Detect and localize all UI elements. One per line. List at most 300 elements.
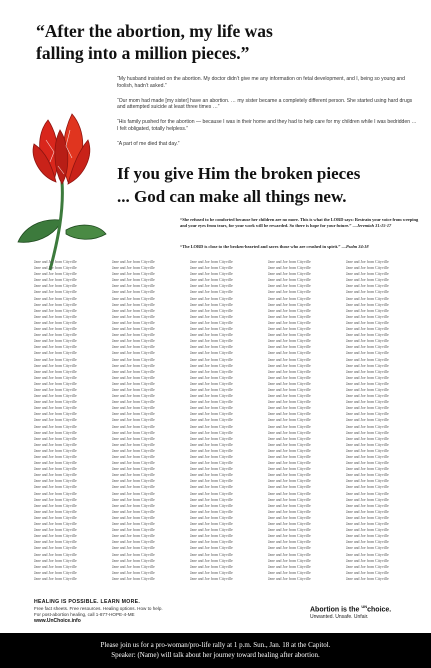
sponsor-name: Jane and Joe from Cityville	[34, 375, 77, 380]
sponsor-name: Jane and Joe from Cityville	[268, 522, 311, 527]
sponsor-name: Jane and Joe from Cityville	[268, 290, 311, 295]
sponsor-name: Jane and Joe from Cityville	[34, 528, 77, 533]
sponsor-name: Jane and Joe from Cityville	[34, 540, 77, 545]
sponsor-name: Jane and Joe from Cityville	[34, 564, 77, 569]
sponsor-name: Jane and Joe from Cityville	[34, 314, 77, 319]
sponsor-name: Jane and Joe from Cityville	[346, 266, 389, 271]
sponsor-name: Jane and Joe from Cityville	[112, 442, 155, 447]
sponsor-name: Jane and Joe from Cityville	[190, 509, 233, 514]
sponsor-name: Jane and Joe from Cityville	[190, 381, 233, 386]
sponsor-name: Jane and Joe from Cityville	[268, 394, 311, 399]
sponsor-name: Jane and Joe from Cityville	[346, 400, 389, 405]
sponsor-name: Jane and Joe from Cityville	[190, 278, 233, 283]
sponsor-name: Jane and Joe from Cityville	[112, 320, 155, 325]
sponsor-name: Jane and Joe from Cityville	[34, 479, 77, 484]
sponsor-name: Jane and Joe from Cityville	[346, 552, 389, 557]
sponsor-name: Jane and Joe from Cityville	[346, 509, 389, 514]
sponsor-name: Jane and Joe from Cityville	[268, 570, 311, 575]
sponsor-name: Jane and Joe from Cityville	[346, 534, 389, 539]
sponsor-name: Jane and Joe from Cityville	[34, 333, 77, 338]
sponsor-name: Jane and Joe from Cityville	[346, 467, 389, 472]
sponsor-name: Jane and Joe from Cityville	[346, 442, 389, 447]
sponsor-name: Jane and Joe from Cityville	[112, 284, 155, 289]
sponsor-name: Jane and Joe from Cityville	[268, 461, 311, 466]
sponsor-name: Jane and Joe from Cityville	[190, 528, 233, 533]
unchoice-tagline	[310, 603, 428, 621]
sponsor-name: Jane and Joe from Cityville	[34, 485, 77, 490]
sponsor-name: Jane and Joe from Cityville	[346, 576, 389, 581]
sponsor-name: Jane and Joe from Cityville	[34, 320, 77, 325]
pieces-line: ... God can make all things new.	[117, 187, 347, 206]
sponsor-name: Jane and Joe from Cityville	[34, 442, 77, 447]
sponsor-name: Jane and Joe from Cityville	[112, 314, 155, 319]
broken-flower-illustration	[10, 100, 120, 275]
sponsor-name: Jane and Joe from Cityville	[190, 442, 233, 447]
sponsor-name: Jane and Joe from Cityville	[34, 436, 77, 441]
sponsor-name: Jane and Joe from Cityville	[190, 503, 233, 508]
sponsor-name: Jane and Joe from Cityville	[112, 467, 155, 472]
sponsor-name: Jane and Joe from Cityville	[34, 260, 77, 264]
sponsor-name: Jane and Joe from Cityville	[268, 260, 311, 264]
testimonial-quote: “His family pushed for the abortion — because I was in their home and they had to help care for my children while I was bedridden … I felt obligated, totally helpless.”	[117, 119, 417, 132]
flower-leaf	[18, 220, 60, 243]
verse-reference: —Jeremiah 31:15-17	[352, 223, 392, 228]
sponsor-name: Jane and Joe from Cityville	[268, 357, 311, 362]
main-headline	[36, 20, 416, 64]
healing-hotline: For post-abortion healing, call 1-877-HOPE-4-ME	[34, 611, 135, 617]
sponsor-name: Jane and Joe from Cityville	[190, 564, 233, 569]
sponsor-name: Jane and Joe from Cityville	[268, 564, 311, 569]
sponsor-name: Jane and Joe from Cityville	[112, 497, 155, 502]
sponsor-name: Jane and Joe from Cityville	[34, 308, 77, 313]
sponsor-name: Jane and Joe from Cityville	[268, 339, 311, 344]
sponsor-name: Jane and Joe from Cityville	[346, 272, 389, 277]
sponsor-name: Jane and Joe from Cityville	[268, 448, 311, 453]
sponsor-name: Jane and Joe from Cityville	[346, 412, 389, 417]
sponsor-name: Jane and Joe from Cityville	[34, 363, 77, 368]
sponsor-name: Jane and Joe from Cityville	[190, 491, 233, 496]
sponsor-name: Jane and Joe from Cityville	[34, 381, 77, 386]
pieces-line: If you give Him the broken pieces	[117, 164, 361, 183]
sponsor-name: Jane and Joe from Cityville	[112, 381, 155, 386]
sponsor-name: Jane and Joe from Cityville	[112, 418, 155, 423]
sponsor-name: Jane and Joe from Cityville	[190, 552, 233, 557]
sponsor-name: Jane and Joe from Cityville	[34, 467, 77, 472]
sponsor-name: Jane and Joe from Cityville	[190, 430, 233, 435]
sponsor-name: Jane and Joe from Cityville	[34, 576, 77, 581]
sponsor-name: Jane and Joe from Cityville	[190, 473, 233, 478]
sponsor-name: Jane and Joe from Cityville	[346, 339, 389, 344]
sponsor-name: Jane and Joe from Cityville	[190, 363, 233, 368]
sponsor-name: Jane and Joe from Cityville	[190, 339, 233, 344]
sponsor-name: Jane and Joe from Cityville	[346, 345, 389, 350]
sponsor-name: Jane and Joe from Cityville	[112, 503, 155, 508]
sponsor-name: Jane and Joe from Cityville	[268, 558, 311, 563]
sponsor-name: Jane and Joe from Cityville	[112, 260, 155, 264]
sponsor-name: Jane and Joe from Cityville	[346, 369, 389, 374]
sponsor-name: Jane and Joe from Cityville	[268, 296, 311, 301]
sponsor-name: Jane and Joe from Cityville	[190, 467, 233, 472]
healing-resources: Free fact sheets. Free resources. Healing options. How to help.	[34, 605, 163, 611]
sponsor-name: Jane and Joe from Cityville	[112, 522, 155, 527]
sponsor-name: Jane and Joe from Cityville	[346, 406, 389, 411]
sponsor-name: Jane and Joe from Cityville	[190, 314, 233, 319]
sponsor-name: Jane and Joe from Cityville	[34, 534, 77, 539]
tagline-sub: Unwanted. Unsafe. Unfair.	[310, 614, 369, 621]
sponsor-name: Jane and Joe from Cityville	[346, 296, 389, 301]
sponsor-name: Jane and Joe from Cityville	[268, 436, 311, 441]
sponsor-name: Jane and Joe from Cityville	[34, 546, 77, 551]
verse-reference: —Psalm 34:18	[341, 244, 369, 249]
sponsor-name: Jane and Joe from Cityville	[346, 278, 389, 283]
sponsor-name: Jane and Joe from Cityville	[190, 522, 233, 527]
sponsor-name: Jane and Joe from Cityville	[268, 351, 311, 356]
sponsor-name: Jane and Joe from Cityville	[112, 357, 155, 362]
sponsor-name: Jane and Joe from Cityville	[112, 308, 155, 313]
sponsor-name: Jane and Joe from Cityville	[34, 272, 77, 277]
sponsor-name: Jane and Joe from Cityville	[268, 467, 311, 472]
sponsor-name: Jane and Joe from Cityville	[190, 320, 233, 325]
sponsor-name: Jane and Joe from Cityville	[112, 509, 155, 514]
sponsor-name: Jane and Joe from Cityville	[346, 284, 389, 289]
sponsor-name: Jane and Joe from Cityville	[34, 448, 77, 453]
sponsor-name: Jane and Joe from Cityville	[34, 327, 77, 332]
sponsor-name: Jane and Joe from Cityville	[190, 485, 233, 490]
sponsor-name: Jane and Joe from Cityville	[112, 290, 155, 295]
sponsor-name: Jane and Joe from Cityville	[268, 473, 311, 478]
healing-title: HEALING IS POSSIBLE. LEARN MORE.	[34, 599, 141, 605]
sponsor-name: Jane and Joe from Cityville	[268, 528, 311, 533]
sponsor-name: Jane and Joe from Cityville	[190, 412, 233, 417]
sponsor-name: Jane and Joe from Cityville	[190, 436, 233, 441]
sponsor-name: Jane and Joe from Cityville	[346, 436, 389, 441]
sponsor-name: Jane and Joe from Cityville	[112, 485, 155, 490]
sponsor-name: Jane and Joe from Cityville	[346, 418, 389, 423]
sponsor-name: Jane and Joe from Cityville	[112, 546, 155, 551]
sponsor-name: Jane and Joe from Cityville	[190, 333, 233, 338]
sponsor-name: Jane and Joe from Cityville	[346, 320, 389, 325]
sponsor-name: Jane and Joe from Cityville	[346, 473, 389, 478]
sponsor-name: Jane and Joe from Cityville	[268, 400, 311, 405]
sponsor-name: Jane and Joe from Cityville	[34, 430, 77, 435]
sponsor-name: Jane and Joe from Cityville	[34, 497, 77, 502]
sponsor-name: Jane and Joe from Cityville	[268, 418, 311, 423]
sponsor-name: Jane and Joe from Cityville	[34, 473, 77, 478]
sponsor-name: Jane and Joe from Cityville	[346, 461, 389, 466]
sponsor-name: Jane and Joe from Cityville	[190, 461, 233, 466]
sponsor-name: Jane and Joe from Cityville	[112, 278, 155, 283]
sponsor-name: Jane and Joe from Cityville	[112, 479, 155, 484]
sponsor-name: Jane and Joe from Cityville	[190, 394, 233, 399]
sponsor-name: Jane and Joe from Cityville	[190, 260, 233, 264]
sponsor-name: Jane and Joe from Cityville	[34, 509, 77, 514]
sponsor-name: Jane and Joe from Cityville	[268, 430, 311, 435]
sponsor-name: Jane and Joe from Cityville	[268, 412, 311, 417]
testimonial-quote: “My husband insisted on the abortion. My doctor didn’t give me any information on fetal development, and I, being so young and foolish, hadn’t asked.”	[117, 76, 405, 89]
sponsor-name: Jane and Joe from Cityville	[190, 351, 233, 356]
sponsor-name: Jane and Joe from Cityville	[34, 302, 77, 307]
sponsor-name: Jane and Joe from Cityville	[112, 430, 155, 435]
sponsor-name: Jane and Joe from Cityville	[112, 387, 155, 392]
headline-line: falling into a million pieces.”	[36, 43, 250, 63]
sponsor-name: Jane and Joe from Cityville	[346, 314, 389, 319]
sponsor-name: Jane and Joe from Cityville	[190, 375, 233, 380]
sponsor-name: Jane and Joe from Cityville	[34, 503, 77, 508]
sponsor-name: Jane and Joe from Cityville	[190, 308, 233, 313]
scripture-verse	[180, 244, 420, 250]
sponsor-name: Jane and Joe from Cityville	[112, 327, 155, 332]
sponsor-name: Jane and Joe from Cityville	[34, 357, 77, 362]
sponsor-name: Jane and Joe from Cityville	[346, 333, 389, 338]
sponsor-name: Jane and Joe from Cityville	[112, 351, 155, 356]
sponsor-name: Jane and Joe from Cityville	[112, 412, 155, 417]
sponsor-name: Jane and Joe from Cityville	[346, 570, 389, 575]
sponsor-name: Jane and Joe from Cityville	[112, 515, 155, 520]
sponsor-name: Jane and Joe from Cityville	[34, 290, 77, 295]
sponsor-name: Jane and Joe from Cityville	[112, 461, 155, 466]
sponsor-name: Jane and Joe from Cityville	[112, 266, 155, 271]
sponsor-name: Jane and Joe from Cityville	[34, 339, 77, 344]
sponsor-name: Jane and Joe from Cityville	[346, 363, 389, 368]
sponsor-name: Jane and Joe from Cityville	[112, 406, 155, 411]
sponsor-names-grid	[34, 259, 429, 587]
rally-banner	[0, 633, 431, 668]
sponsor-name: Jane and Joe from Cityville	[268, 333, 311, 338]
sponsor-name: Jane and Joe from Cityville	[346, 497, 389, 502]
sponsor-name: Jane and Joe from Cityville	[268, 509, 311, 514]
sponsor-name: Jane and Joe from Cityville	[346, 528, 389, 533]
sponsor-name: Jane and Joe from Cityville	[190, 455, 233, 459]
sponsor-name: Jane and Joe from Cityville	[190, 418, 233, 423]
sponsor-name: Jane and Joe from Cityville	[34, 266, 77, 271]
sponsor-name: Jane and Joe from Cityville	[346, 394, 389, 399]
sponsor-name: Jane and Joe from Cityville	[34, 345, 77, 350]
sponsor-name: Jane and Joe from Cityville	[190, 515, 233, 520]
sponsor-name: Jane and Joe from Cityville	[190, 576, 233, 581]
sponsor-name: Jane and Joe from Cityville	[190, 266, 233, 271]
sponsor-name: Jane and Joe from Cityville	[112, 302, 155, 307]
sponsor-name: Jane and Joe from Cityville	[346, 260, 389, 264]
sponsor-name: Jane and Joe from Cityville	[34, 351, 77, 356]
sponsor-name: Jane and Joe from Cityville	[112, 540, 155, 545]
sponsor-name: Jane and Joe from Cityville	[268, 546, 311, 551]
sponsor-name: Jane and Joe from Cityville	[190, 369, 233, 374]
sponsor-name: Jane and Joe from Cityville	[190, 424, 233, 429]
sponsor-name: Jane and Joe from Cityville	[190, 558, 233, 563]
sponsor-name: Jane and Joe from Cityville	[190, 540, 233, 545]
sponsor-name: Jane and Joe from Cityville	[268, 552, 311, 557]
sponsor-name: Jane and Joe from Cityville	[190, 448, 233, 453]
sponsor-name: Jane and Joe from Cityville	[346, 479, 389, 484]
sponsor-name: Jane and Joe from Cityville	[268, 515, 311, 520]
sponsor-name: Jane and Joe from Cityville	[268, 314, 311, 319]
rally-speaker: Speaker: (Name) will talk about her journey toward healing after abortion.	[111, 651, 320, 659]
sponsor-name: Jane and Joe from Cityville	[190, 284, 233, 289]
sponsor-name: Jane and Joe from Cityville	[346, 546, 389, 551]
sponsor-name: Jane and Joe from Cityville	[34, 412, 77, 417]
sponsor-name: Jane and Joe from Cityville	[190, 296, 233, 301]
sponsor-name: Jane and Joe from Cityville	[268, 387, 311, 392]
sponsor-name: Jane and Joe from Cityville	[34, 491, 77, 496]
sponsor-name: Jane and Joe from Cityville	[268, 491, 311, 496]
sponsor-name: Jane and Joe from Cityville	[112, 558, 155, 563]
sponsor-name: Jane and Joe from Cityville	[268, 497, 311, 502]
sponsor-name: Jane and Joe from Cityville	[346, 455, 389, 459]
sponsor-name: Jane and Joe from Cityville	[112, 534, 155, 539]
sponsor-name: Jane and Joe from Cityville	[346, 351, 389, 356]
sponsor-name: Jane and Joe from Cityville	[112, 436, 155, 441]
sponsor-name: Jane and Joe from Cityville	[268, 266, 311, 271]
sponsor-name: Jane and Joe from Cityville	[190, 290, 233, 295]
sponsor-name: Jane and Joe from Cityville	[34, 558, 77, 563]
website-link[interactable]: www.UnChoice.info	[34, 617, 81, 624]
sponsor-name: Jane and Joe from Cityville	[346, 387, 389, 392]
sponsor-name: Jane and Joe from Cityville	[112, 345, 155, 350]
sponsor-name: Jane and Joe from Cityville	[34, 400, 77, 405]
sponsor-name: Jane and Joe from Cityville	[346, 375, 389, 380]
sponsor-name: Jane and Joe from Cityville	[268, 576, 311, 581]
sponsor-name: Jane and Joe from Cityville	[34, 284, 77, 289]
verse-text: “She refused to be comforted because her children are no more. This is what the LORD says: Restrain your voice from weeping and your eyes from tears, for your work will be rewarded. So there is hope for your future.”	[180, 217, 419, 228]
sponsor-name: Jane and Joe from Cityville	[346, 302, 389, 307]
sponsor-name: Jane and Joe from Cityville	[34, 570, 77, 575]
sponsor-name: Jane and Joe from Cityville	[34, 522, 77, 527]
sponsor-name: Jane and Joe from Cityville	[112, 491, 155, 496]
tagline-prefix: Abortion is the	[310, 606, 362, 614]
sponsor-name: Jane and Joe from Cityville	[34, 296, 77, 301]
sponsor-name: Jane and Joe from Cityville	[34, 418, 77, 423]
sponsor-name: Jane and Joe from Cityville	[34, 394, 77, 399]
sponsor-name: Jane and Joe from Cityville	[190, 327, 233, 332]
sponsor-name: Jane and Joe from Cityville	[346, 522, 389, 527]
sponsor-name: Jane and Joe from Cityville	[268, 369, 311, 374]
sponsor-name: Jane and Joe from Cityville	[112, 339, 155, 344]
sponsor-name: Jane and Joe from Cityville	[112, 369, 155, 374]
testimonial-quote: “Our mom had made [my sister] have an abortion. … my sister became a completely different person. She started using hard drugs and attempted suicide at least three times …”	[117, 97, 413, 111]
sponsor-name: Jane and Joe from Cityville	[112, 576, 155, 581]
sponsor-name: Jane and Joe from Cityville	[268, 540, 311, 545]
sponsor-name: Jane and Joe from Cityville	[112, 455, 155, 459]
sponsor-name: Jane and Joe from Cityville	[112, 296, 155, 301]
sponsor-name: Jane and Joe from Cityville	[190, 302, 233, 307]
sponsor-name: Jane and Joe from Cityville	[112, 552, 155, 557]
sponsor-name: Jane and Joe from Cityville	[34, 424, 77, 429]
sponsor-name: Jane and Joe from Cityville	[190, 387, 233, 392]
sponsor-name: Jane and Joe from Cityville	[112, 333, 155, 338]
names-column	[190, 259, 256, 582]
sponsor-name: Jane and Joe from Cityville	[190, 546, 233, 551]
sponsor-name: Jane and Joe from Cityville	[34, 515, 77, 520]
sponsor-name: Jane and Joe from Cityville	[268, 284, 311, 289]
names-column	[34, 259, 100, 582]
sponsor-name: Jane and Joe from Cityville	[268, 327, 311, 332]
headline-line: “After the abortion, my life was	[36, 21, 273, 41]
sponsor-name: Jane and Joe from Cityville	[112, 394, 155, 399]
sponsor-name: Jane and Joe from Cityville	[190, 534, 233, 539]
sponsor-name: Jane and Joe from Cityville	[346, 430, 389, 435]
sponsor-name: Jane and Joe from Cityville	[346, 327, 389, 332]
sponsor-name: Jane and Joe from Cityville	[112, 400, 155, 405]
sponsor-name: Jane and Joe from Cityville	[268, 503, 311, 508]
broken-pieces-headline	[117, 162, 425, 208]
sponsor-name: Jane and Joe from Cityville	[112, 564, 155, 569]
sponsor-name: Jane and Joe from Cityville	[268, 479, 311, 484]
sponsor-name: Jane and Joe from Cityville	[268, 308, 311, 313]
sponsor-name: Jane and Joe from Cityville	[346, 491, 389, 496]
flower-leaf	[66, 225, 106, 239]
sponsor-name: Jane and Joe from Cityville	[346, 564, 389, 569]
sponsor-name: Jane and Joe from Cityville	[268, 424, 311, 429]
sponsor-name: Jane and Joe from Cityville	[112, 473, 155, 478]
sponsor-name: Jane and Joe from Cityville	[112, 424, 155, 429]
sponsor-name: Jane and Joe from Cityville	[112, 528, 155, 533]
sponsor-name: Jane and Joe from Cityville	[268, 345, 311, 350]
tagline-suffix: choice.	[367, 606, 392, 614]
sponsor-name: Jane and Joe from Cityville	[268, 442, 311, 447]
tagline-super: UN	[361, 604, 368, 609]
sponsor-name: Jane and Joe from Cityville	[346, 290, 389, 295]
sponsor-name: Jane and Joe from Cityville	[190, 357, 233, 362]
sponsor-name: Jane and Joe from Cityville	[190, 570, 233, 575]
sponsor-name: Jane and Joe from Cityville	[268, 272, 311, 277]
sponsor-name: Jane and Joe from Cityville	[268, 485, 311, 490]
sponsor-name: Jane and Joe from Cityville	[190, 272, 233, 277]
tagline-main	[310, 603, 428, 614]
sponsor-name: Jane and Joe from Cityville	[346, 558, 389, 563]
scripture-verse	[180, 217, 420, 229]
sponsor-name: Jane and Joe from Cityville	[268, 534, 311, 539]
sponsor-name: Jane and Joe from Cityville	[268, 278, 311, 283]
sponsor-name: Jane and Joe from Cityville	[346, 357, 389, 362]
sponsor-name: Jane and Joe from Cityville	[268, 375, 311, 380]
sponsor-name: Jane and Joe from Cityville	[346, 540, 389, 545]
sponsor-name: Jane and Joe from Cityville	[34, 552, 77, 557]
sponsor-name: Jane and Joe from Cityville	[34, 278, 77, 283]
sponsor-name: Jane and Joe from Cityville	[112, 448, 155, 453]
sponsor-name: Jane and Joe from Cityville	[34, 387, 77, 392]
sponsor-name: Jane and Joe from Cityville	[268, 320, 311, 325]
sponsor-name: Jane and Joe from Cityville	[346, 503, 389, 508]
testimonial-quotes	[117, 76, 417, 156]
sponsor-name: Jane and Joe from Cityville	[112, 272, 155, 277]
sponsor-name: Jane and Joe from Cityville	[34, 406, 77, 411]
sponsor-name: Jane and Joe from Cityville	[112, 363, 155, 368]
sponsor-name: Jane and Joe from Cityville	[190, 406, 233, 411]
sponsor-name: Jane and Joe from Cityville	[268, 381, 311, 386]
sponsor-name: Jane and Joe from Cityville	[346, 381, 389, 386]
sponsor-name: Jane and Joe from Cityville	[190, 400, 233, 405]
names-column	[268, 259, 334, 582]
sponsor-name: Jane and Joe from Cityville	[34, 455, 77, 459]
names-column	[346, 259, 412, 582]
sponsor-name: Jane and Joe from Cityville	[112, 375, 155, 380]
sponsor-name: Jane and Joe from Cityville	[34, 369, 77, 374]
verse-text: “The LORD is close to the broken-hearted and saves those who are crushed in spirit.”	[180, 244, 342, 249]
testimonial-quote: “A part of me died that day.”	[117, 141, 180, 148]
sponsor-name: Jane and Joe from Cityville	[346, 485, 389, 490]
sponsor-name: Jane and Joe from Cityville	[268, 363, 311, 368]
sponsor-name: Jane and Joe from Cityville	[346, 308, 389, 313]
sponsor-name: Jane and Joe from Cityville	[190, 479, 233, 484]
sponsor-name: Jane and Joe from Cityville	[112, 570, 155, 575]
sponsor-name: Jane and Joe from Cityville	[268, 455, 311, 459]
rally-announcement: Please join us for a pro-woman/pro-life rally at 1 p.m. Sun., Jan. 18 at the Capitol.	[100, 641, 331, 649]
sponsor-name: Jane and Joe from Cityville	[346, 424, 389, 429]
sponsor-name: Jane and Joe from Cityville	[268, 302, 311, 307]
sponsor-name: Jane and Joe from Cityville	[190, 497, 233, 502]
sponsor-name: Jane and Joe from Cityville	[346, 515, 389, 520]
sponsor-name: Jane and Joe from Cityville	[34, 461, 77, 466]
